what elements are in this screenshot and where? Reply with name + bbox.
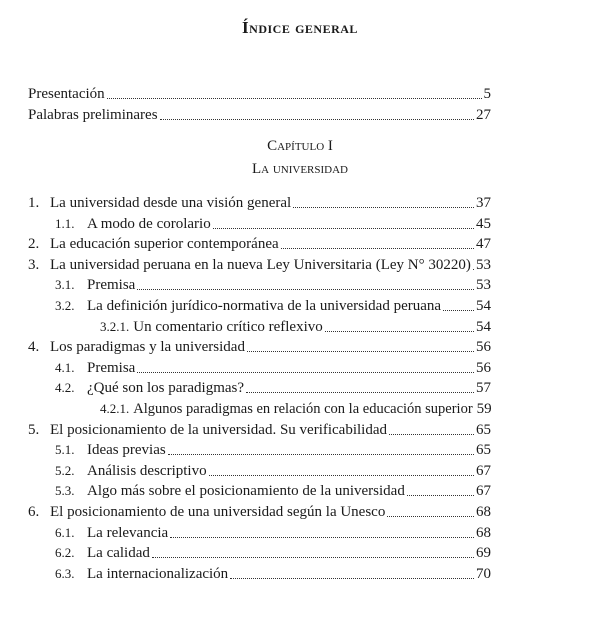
toc-page: 56 (476, 359, 491, 376)
toc-number: 3.2. (55, 298, 75, 313)
toc-number: 4.2.1. (100, 401, 130, 416)
toc-entry[interactable] (28, 193, 491, 213)
toc-number: 5.2. (55, 462, 75, 478)
dot-leader (137, 289, 474, 290)
toc-text: La relevancia (87, 524, 169, 541)
toc-number: 1.1. (55, 215, 75, 231)
toc-page: 65 (476, 421, 491, 438)
toc-page: 67 (476, 483, 491, 500)
toc-page: 54 (476, 298, 491, 314)
toc-text: Presentación (28, 86, 105, 102)
dot-leader (293, 207, 474, 208)
toc-number: 4.1. (55, 359, 75, 375)
toc-text: La calidad (87, 545, 150, 562)
toc-text: La definición jurídico-normativa de la universidad peruana (87, 298, 442, 314)
toc-text: ¿Qué son los paradigmas? (87, 380, 245, 397)
toc-entry[interactable] (55, 440, 491, 460)
toc-text: Algunos paradigmas en relación con la educación superior (133, 401, 473, 417)
toc-page: 5 (483, 86, 491, 102)
toc-number: 1. (28, 195, 40, 211)
toc-text: Los paradigmas y la universidad (50, 339, 245, 356)
toc-number: 5. (28, 421, 40, 438)
chapter-name: La universidad (251, 161, 349, 177)
toc-page: 68 (476, 504, 491, 520)
dot-leader (230, 578, 474, 579)
toc-text: Premisa (87, 277, 136, 294)
toc-number: 6.1. (55, 524, 75, 540)
dot-leader (107, 98, 482, 99)
toc-number: 3. (28, 256, 40, 273)
toc-page: 68 (476, 524, 491, 541)
toc-entry[interactable] (100, 317, 491, 337)
toc-entry[interactable] (55, 275, 491, 295)
dot-leader (247, 351, 474, 352)
toc-number: 6.3. (55, 565, 75, 581)
dot-leader (389, 434, 474, 435)
dot-leader (137, 372, 474, 373)
dot-leader (152, 557, 474, 558)
toc-entry[interactable] (55, 481, 491, 501)
toc-number: 2. (28, 236, 40, 253)
toc-entry[interactable] (55, 564, 491, 584)
toc-text: Algo más sobre el posicionamiento de la universidad (87, 483, 405, 500)
toc-entry[interactable] (28, 502, 491, 522)
toc-text: La internacionalización (87, 565, 229, 582)
toc-text: El posicionamiento de la universidad. Su verificabilidad (50, 421, 387, 438)
toc-page: 59 (476, 401, 492, 417)
toc-text: La educación superior contemporánea (50, 236, 279, 253)
toc-page: 67 (476, 462, 491, 479)
toc-text: Un comentario crítico reflexivo (133, 318, 323, 335)
toc-entry[interactable] (100, 399, 491, 419)
toc-number: 6. (28, 504, 40, 520)
toc-entry[interactable] (55, 543, 491, 563)
chapter-label: Capítulo I (267, 138, 333, 154)
page-title: Índice general (242, 18, 358, 37)
toc-text: Premisa (87, 359, 136, 376)
dot-leader (443, 310, 474, 311)
toc-entry[interactable] (55, 214, 491, 234)
toc-number: 5.3. (55, 483, 75, 499)
dot-leader (168, 454, 474, 455)
toc-page: 47 (476, 236, 491, 253)
toc-front-item[interactable] (28, 105, 491, 125)
dot-leader (407, 495, 474, 496)
dot-leader (213, 228, 474, 229)
dot-leader (473, 269, 474, 270)
toc-number: 3.1. (55, 277, 75, 293)
toc-text: Análisis descriptivo (87, 462, 207, 479)
toc-page: 65 (476, 442, 491, 459)
toc-page: 57 (476, 380, 491, 397)
toc-number: 4.2. (55, 380, 75, 396)
toc-entry[interactable] (28, 337, 491, 357)
dot-leader (246, 392, 474, 393)
toc-page: 53 (476, 277, 491, 294)
toc-page: 56 (476, 339, 491, 356)
toc-text: Ideas previas (87, 442, 166, 459)
toc-text: Palabras preliminares (28, 107, 158, 123)
toc-entry[interactable] (28, 420, 491, 440)
dot-leader (325, 331, 474, 332)
toc-entry[interactable] (55, 523, 491, 543)
toc-text: La universidad peruana en la nueva Ley Universitaria (Ley N° 30220) (50, 256, 471, 273)
toc-front-item[interactable] (28, 84, 491, 104)
dot-leader (387, 516, 474, 517)
dot-leader (281, 248, 474, 249)
toc-text: A modo de corolario (87, 215, 211, 232)
toc-entry[interactable] (55, 378, 491, 398)
toc-number: 6.2. (55, 545, 75, 561)
toc-number: 5.1. (55, 442, 75, 458)
toc-text: El posicionamiento de una universidad según la Unesco (50, 504, 386, 520)
dot-leader (160, 119, 474, 120)
toc-page: 27 (476, 107, 491, 123)
toc-entry[interactable] (55, 296, 491, 316)
toc-entry[interactable] (55, 461, 491, 481)
toc-page: 53 (476, 256, 491, 273)
toc-page: 37 (476, 195, 491, 211)
toc-page: 70 (476, 565, 491, 582)
dot-leader (209, 475, 474, 476)
toc-entry[interactable] (55, 358, 491, 378)
toc-entry[interactable] (28, 255, 491, 275)
toc-page: 45 (476, 215, 491, 232)
toc-page: 54 (476, 318, 491, 335)
toc-page: 69 (476, 545, 491, 562)
dot-leader (170, 537, 474, 538)
toc-text: La universidad desde una visión general (50, 195, 292, 211)
toc-entry[interactable] (28, 234, 491, 254)
toc-number: 3.2.1. (100, 318, 130, 334)
toc-number: 4. (28, 339, 40, 356)
